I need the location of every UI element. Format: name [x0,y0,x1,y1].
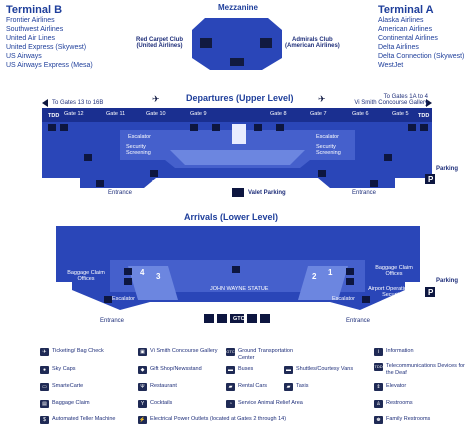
gate-icon [60,124,68,131]
escalator-bottom-left: Escalator [152,180,175,186]
legend-item: ● Sky Caps [40,366,130,374]
gate-12-label: Gate 12 [64,111,84,117]
legend-item: ▬ Shuttles/Courtesy Vans [286,366,354,373]
restroom-icon: ♙ [374,400,383,408]
admirals-club-airline: (American Airlines) [285,43,340,49]
terminal-b-airline: United Air Lines [6,35,56,42]
arrivals-title: Arrivals (Lower Level) [184,212,279,222]
departures-hall [170,150,305,165]
legend-item: $ Automated Teller Machine [40,416,136,424]
service-animal-icon: ◔ [226,400,235,408]
entrance-arr-right[interactable]: Entrance [346,318,371,324]
parking-arr-label: Parking [436,278,459,284]
departures-title: Departures (Upper Level) [186,93,294,103]
gift-icon [254,124,262,131]
carousel-2: 2 [312,272,317,281]
terminal-a-airline: Continental Airlines [378,35,438,42]
info-icon: i [374,348,383,356]
parking-dep-label: Parking [436,166,459,172]
departures-center-marker [232,124,246,144]
terminal-a-airline: Delta Connection (Skywest) [378,53,465,60]
entrance-arr-left[interactable]: Entrance [100,318,125,324]
statue-label: JOHN WAYNE STATUE [210,286,269,292]
legend-item: ▬ Buses [228,366,254,373]
legend-item: ▭ SmarteCarte [40,383,130,391]
power-icon: ⚡ [139,417,146,423]
atm-icon [346,278,354,285]
parking-arr-icon: P [428,288,434,297]
escalator-left-label: Escalator [128,134,151,140]
gtc-icon: GTC [226,349,235,354]
legend-item: ◆ Gift Shop/Newsstand [138,366,222,374]
gate-11-label: Gate 11 [106,111,126,117]
to-gates-right: To Gates 1A to 4 [383,94,428,100]
legend-item: Ψ Restaurant [138,383,218,391]
escalator-right-label: Escalator [316,134,339,140]
tdd-icon [124,268,132,275]
carousel-3: 3 [156,272,161,281]
gate-10-label: Gate 10 [146,111,166,117]
smartecarte-icon: ▭ [40,383,49,391]
bus-icon [204,314,214,323]
gift-icon: ◆ [138,366,147,374]
terminal-a-airline: WestJet [378,62,404,69]
taxi-icon: ▰ [284,383,293,391]
terminal-b-airline: US Airways [6,53,42,60]
restroom-icon [96,180,104,187]
restaurant-icon: Ψ [138,383,147,391]
restroom-icon [276,124,284,131]
mezzanine-right-club-icon [260,38,272,48]
rental-car-icon [247,314,257,323]
restroom-icon [104,296,112,303]
gate-icon [420,124,428,131]
terminal-b-airline: Frontier Airlines [6,17,55,24]
valet-parking-label: Valet Parking [248,190,286,196]
restaurant-icon [190,124,198,131]
bus-icon: ▬ [228,367,233,373]
family-restroom-icon: ♚ [374,416,383,424]
taxi-icon [217,314,227,323]
legend-item: ♚ Family Restrooms [374,416,470,424]
tdd-icon: TDD [374,364,383,369]
legend-item: ▰ Rental Cars [226,383,274,391]
terminal-b-title: Terminal B [6,4,63,16]
legend-item: ✈ Ticketing/ Bag Check [40,348,130,356]
airplane-marker-left: ✈ [152,94,160,104]
legend-item: i Information [374,348,470,356]
valet-car-icon [232,188,244,197]
gate-9-label: Gate 9 [190,111,207,117]
baggage-office-left: Baggage Claim Offices [67,270,105,282]
shuttle-icon: ▬ [286,367,291,373]
skycap-icon [318,170,326,177]
red-carpet-club-name: Red Carpet Club [136,37,184,43]
legend-item: GTC Ground Transportation Center [226,348,294,361]
atm-icon: $ [40,416,49,424]
legend-item: ⚡ Electrical Power Outlets (located at Gates 2 through 14) [139,416,287,423]
gate-8-label: Gate 8 [270,111,287,117]
security-left-label: Security Screening [126,144,151,156]
rental-car-icon: ▰ [226,383,235,391]
airplane-icon [84,154,92,161]
cocktail-icon [212,124,220,131]
escalator-arr-left: Escalator [112,296,135,302]
airplane-marker-right: ✈ [318,94,326,104]
skycap-icon: ● [40,366,49,374]
red-carpet-club-label [136,37,183,49]
baggage-icon: ▤ [40,400,49,408]
legend-item: Y Cocktails [138,400,218,408]
mezzanine-title: Mezzanine [218,3,259,12]
terminal-b-airline: United Express (Skywest) [6,44,87,51]
entrance-dep-right[interactable]: Entrance [352,190,377,196]
gate-strip [42,108,432,122]
legend-item: ▰ Taxis [284,383,334,391]
legend-item: ♙ Restrooms [374,400,470,408]
terminal-b-airline: Southwest Airlines [6,26,64,33]
shuttle-icon [260,314,270,323]
ticket-icon: ✈ [40,348,49,356]
escalator-arr-right: Escalator [332,296,355,302]
gate-5-label: Gate 5 [392,111,409,117]
restroom-icon [370,180,378,187]
terminal-a-airline: Delta Airlines [378,44,419,51]
terminal-b-airline: US Airways Express (Mesa) [6,62,93,69]
tdd-icon [346,268,354,275]
terminal-a-title: Terminal A [378,4,434,16]
carousel-1: 1 [328,268,333,277]
arrow-left-icon [42,99,48,107]
gtc-badge: GTC [233,316,245,322]
legend-item: ▣ Vi Smith Concourse Gallery [138,348,218,356]
info-icon [232,266,240,273]
terminal-a-airline: Alaska Airlines [378,17,424,24]
admirals-club-label [285,37,340,49]
mezzanine-left-club-icon [200,38,212,48]
baggage-office-right: Baggage Claim Offices [375,265,413,277]
legend-item: ▤ Baggage Claim [40,400,130,408]
admirals-club-name: Admirals Club [292,37,333,43]
cocktail-icon: Y [138,400,147,408]
atm-icon [124,278,132,285]
elevator-icon: ⇕ [374,383,383,391]
restroom-icon [384,154,392,161]
airport-ops-label: Airport Operations / Security [368,286,416,298]
gallery-icon: ▣ [138,348,147,356]
gate-6-label: Gate 6 [352,111,369,117]
security-right-label: Security Screening [316,144,341,156]
legend-item: ⇕ Elevator [374,383,470,391]
to-gates-left: To Gates 13 to 16B [52,100,104,106]
tdd-badge-left: TDD [48,113,60,119]
carousel-4: 4 [140,268,145,277]
red-carpet-club-airline: (United Airlines) [136,43,183,49]
tdd-badge-right: TDD [418,113,430,119]
terminal-a-airline: American Airlines [378,26,433,33]
entrance-dep-left[interactable]: Entrance [108,190,133,196]
mezzanine-elevator-icon [230,58,244,66]
gate-icon [48,124,56,131]
escalator-bottom-right: Escalator [296,180,319,186]
skycap-icon [150,170,158,177]
legend-item: TDD Telecommunications Devices for the Deaf [374,363,465,376]
parking-dep-icon: P [428,175,434,184]
gallery-label: Vi Smith Concourse Gallery [354,100,428,106]
gate-icon [408,124,416,131]
gate-7-label: Gate 7 [310,111,327,117]
legend-item: ◔ Service Animal Relief Area [226,400,326,408]
